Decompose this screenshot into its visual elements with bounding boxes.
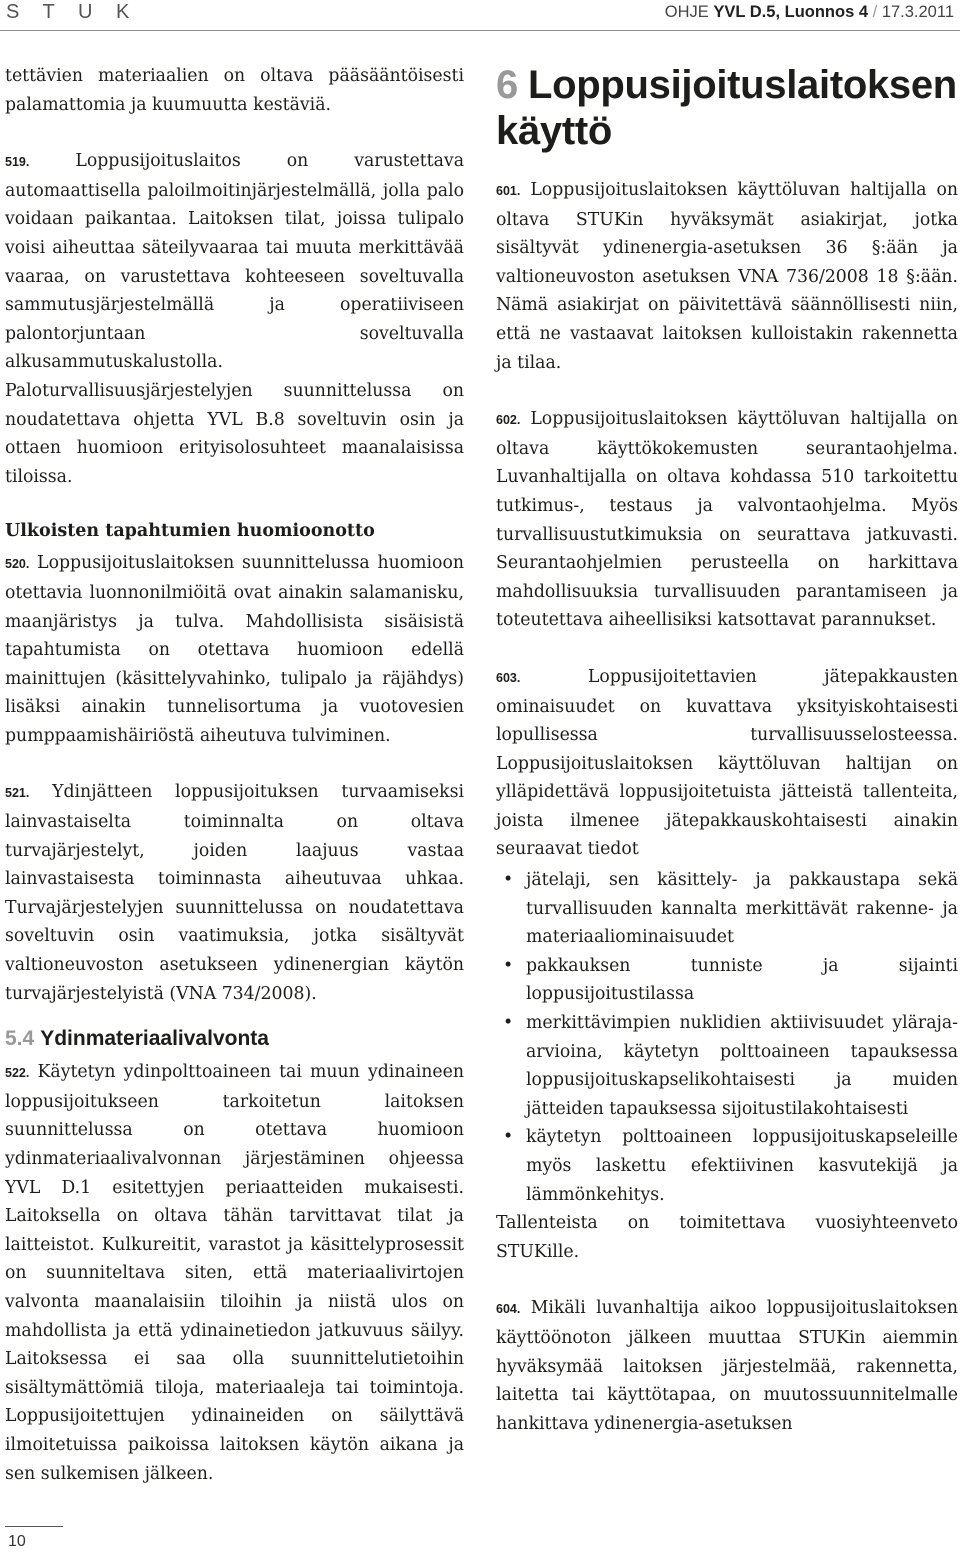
paragraph-521 xyxy=(5,778,464,1008)
document-reference xyxy=(665,3,954,22)
paragraph-text: Loppusijoituslaitoksen käyttöluvan haltijalla on oltava STUKin hyväksymät asiakirjat, jotka sisältyvät ydinenergia-asetuksen 36 §:ään ja valtioneuvoston asetuksen VNA 736/2008 18 §:ään. Nämä asiakirjat on päivitettävä säännöllisesti niin, että ne vastaavat laitoksen kulloistakin rakennetta ja tilaa. xyxy=(496,180,959,373)
section-heading-5-4 xyxy=(5,1024,464,1054)
list-item: • pakkauksen tunniste ja sijainti loppusijoitustilassa xyxy=(496,952,958,1009)
section-number: 5.4 xyxy=(5,1027,35,1051)
list-item: • käytetyn polttoaineen loppusijoituskapseleille myös laskettu efektiivinen kasvutekijä ja lämmönkehitys. xyxy=(496,1123,958,1209)
footer-rule xyxy=(5,1526,63,1527)
paragraph-number: 519. xyxy=(5,155,30,170)
record-items-list xyxy=(496,866,958,1209)
paragraph-text: Käytetyn ydinpolttoaineen tai muun ydinaineen loppusijoitukseen tarkoitetun laitoksen suunnittelussa on otettava huomioon ydinmateriaalivalvonnan järjestäminen ohjeessa YVL D.1 esitettyjen periaatteiden mukaisesti. Laitoksella on oltava tähän tarvittavat tilat ja laitteistot. Kulkureitit, varastot ja käsittelyprosessit on suunniteltava siten, että materiaalivirtojen valvonta maanalaisiin tiloihin ja niistä ulos on mahdollista ja että ydinainetiedon jatkuvuus säilyy. Laitoksessa ei saa olla suunnittelutietoihin sisältymättömiä tiloja, materiaaleja tai toimintoja. Loppusijoitettujen ydinaineiden on säilyttävä ilmoitetuissa paikoissa laitoksen käytön aikana ja sen sulkemisen jälkeen. xyxy=(5,1062,464,1484)
doc-separator: / xyxy=(872,3,878,21)
paragraph-number: 602. xyxy=(496,413,521,428)
paragraph-519 xyxy=(5,147,464,491)
publisher-brand: S T U K xyxy=(6,1,139,23)
left-column xyxy=(5,62,464,1488)
paragraph-text: Loppusijoituslaitos on varustettava automaattisella paloilmoitinjärjestelmällä, jolla palo voidaan paikantaa. Laitoksen tilat, joissa tulipalo voisi aiheuttaa säteilyvaaraa tai muuta merkittävää vaaraa, on varustettava kohteeseen soveltuvalla sammutusjärjestelmällä ja operatiiviseen palontorjuntaan soveltuvalla alkusammutuskalustolla. Paloturvallisuusjärjestelyjen suunnittelussa on noudatettava ohjetta YVL B.8 soveltuvin osin ja ottaen huomioon erityisolosuhteet maanalaisissa tiloissa. xyxy=(5,151,464,487)
paragraph-number: 603. xyxy=(496,670,521,685)
paragraph-522 xyxy=(5,1058,464,1488)
list-item: • jätelaji, sen käsittely- ja pakkaustapa sekä turvallisuuden kannalta merkittävät rakenne- ja materiaaliominaisuudet xyxy=(496,866,958,952)
list-item: • merkittävimpien nuklidien aktiivisuudet yläraja-arvioina, käytetyn polttoaineen tapauksessa loppusijoituskapselikohtaisesti ja muiden jätteiden tapauksessa sijoitustilakohtaisesti xyxy=(496,1009,958,1123)
paragraph-text: Ydinjätteen loppusijoituksen turvaamiseksi lainvastaiselta toiminnalta on oltava turvajärjestelyt, joiden laajuus vastaa lainvastaisesta toiminnasta aiheutuvaa uhkaa. Turvajärjestelyjen suunnittelussa on noudatettava soveltuvin osin vaatimuksia, jotka sisältyvät valtioneuvoston asetukseen ydinenergian käytön turvajärjestelyistä (VNA 734/2008). xyxy=(5,782,464,1004)
doc-code: YVL D.5, Luonnos 4 xyxy=(713,3,869,21)
doc-prefix: OHJE xyxy=(664,3,709,21)
paragraph-text: Loppusijoitettavien jätepakkausten ominaisuudet on kuvattava yksityiskohtaisesti lopullisessa turvallisuusselosteessa. Loppusijoituslaitoksen käyttöluvan haltijan on ylläpidettävä loppusijoitetuista jätteistä tallenteita, joista ilmenee jätepakkauskohtaisesti ainakin seuraavat tiedot xyxy=(496,666,958,860)
doc-date: 17.3.2011 xyxy=(881,3,954,21)
paragraph-continued: tettävien materiaalien on oltava pääsääntöisesti palamattomia ja kuumuutta kestäviä. xyxy=(5,66,464,115)
paragraph-number: 521. xyxy=(5,786,30,801)
paragraph-number: 522. xyxy=(5,1066,30,1081)
right-column xyxy=(496,62,958,1438)
paragraph-604 xyxy=(496,1294,958,1438)
paragraph-text: Loppusijoituslaitoksen suunnittelussa huomioon otettavia luonnonilmiöitä ovat ainakin salamanisku, maanjäristys ja tulva. Mahdollisista sisäisistä tapahtumista on otettava huomioon edellä mainittujen (käsittelyvahinko, tulipalo ja räjähdys) lisäksi ainakin tunnelisortuma ja vuotovesien pumppaamishäiriöstä aiheutuva tulviminen. xyxy=(5,553,464,746)
paragraph-number: 520. xyxy=(5,557,30,572)
page-number: 10 xyxy=(8,1533,26,1550)
paragraph-602 xyxy=(496,405,958,635)
page-header xyxy=(0,0,960,31)
chapter-heading-6 xyxy=(496,62,958,154)
chapter-title: Loppusijoituslaitoksen käyttö xyxy=(496,63,957,153)
paragraph-text: Loppusijoituslaitoksen käyttöluvan haltijalla on oltava käyttökokemusten seurantaohjelma. Luvanhaltijalla on oltava kohdassa 510 tarkoitettu tutkimus-, testaus ja valvontaohjelma. Myös turvallisuustutkimuksia on seurattava jatkuvasti. Seurantaohjelmien perusteella on harkittava mahdollisuuksia turvallisuuden parantamiseen ja toteutettava aiheellisiksi katsottavat parannukset. xyxy=(496,409,959,631)
subheading-external-events: Ulkoisten tapahtumien huomioonotto xyxy=(5,521,375,542)
paragraph-603 xyxy=(496,663,958,864)
paragraph-601 xyxy=(496,176,958,377)
chapter-number: 6 xyxy=(496,63,518,107)
section-title: Ydinmateriaalivalvonta xyxy=(40,1027,269,1051)
paragraph-number: 601. xyxy=(496,184,521,198)
paragraph-number: 604. xyxy=(496,1302,521,1317)
paragraph-520 xyxy=(5,549,464,750)
paragraph-text: Mikäli luvanhaltija aikoo loppusijoituslaitoksen käyttöönoton jälkeen muuttaa STUKin aiemmin hyväksymää laitoksen järjestelmää, rakennetta, laitetta tai käyttötapaa, on muutossuunnitelmalle hankittava ydinenergia-asetuksen xyxy=(496,1298,958,1434)
paragraph-603-tail: Tallenteista on toimitettava vuosiyhteenveto STUKille. xyxy=(496,1213,958,1262)
